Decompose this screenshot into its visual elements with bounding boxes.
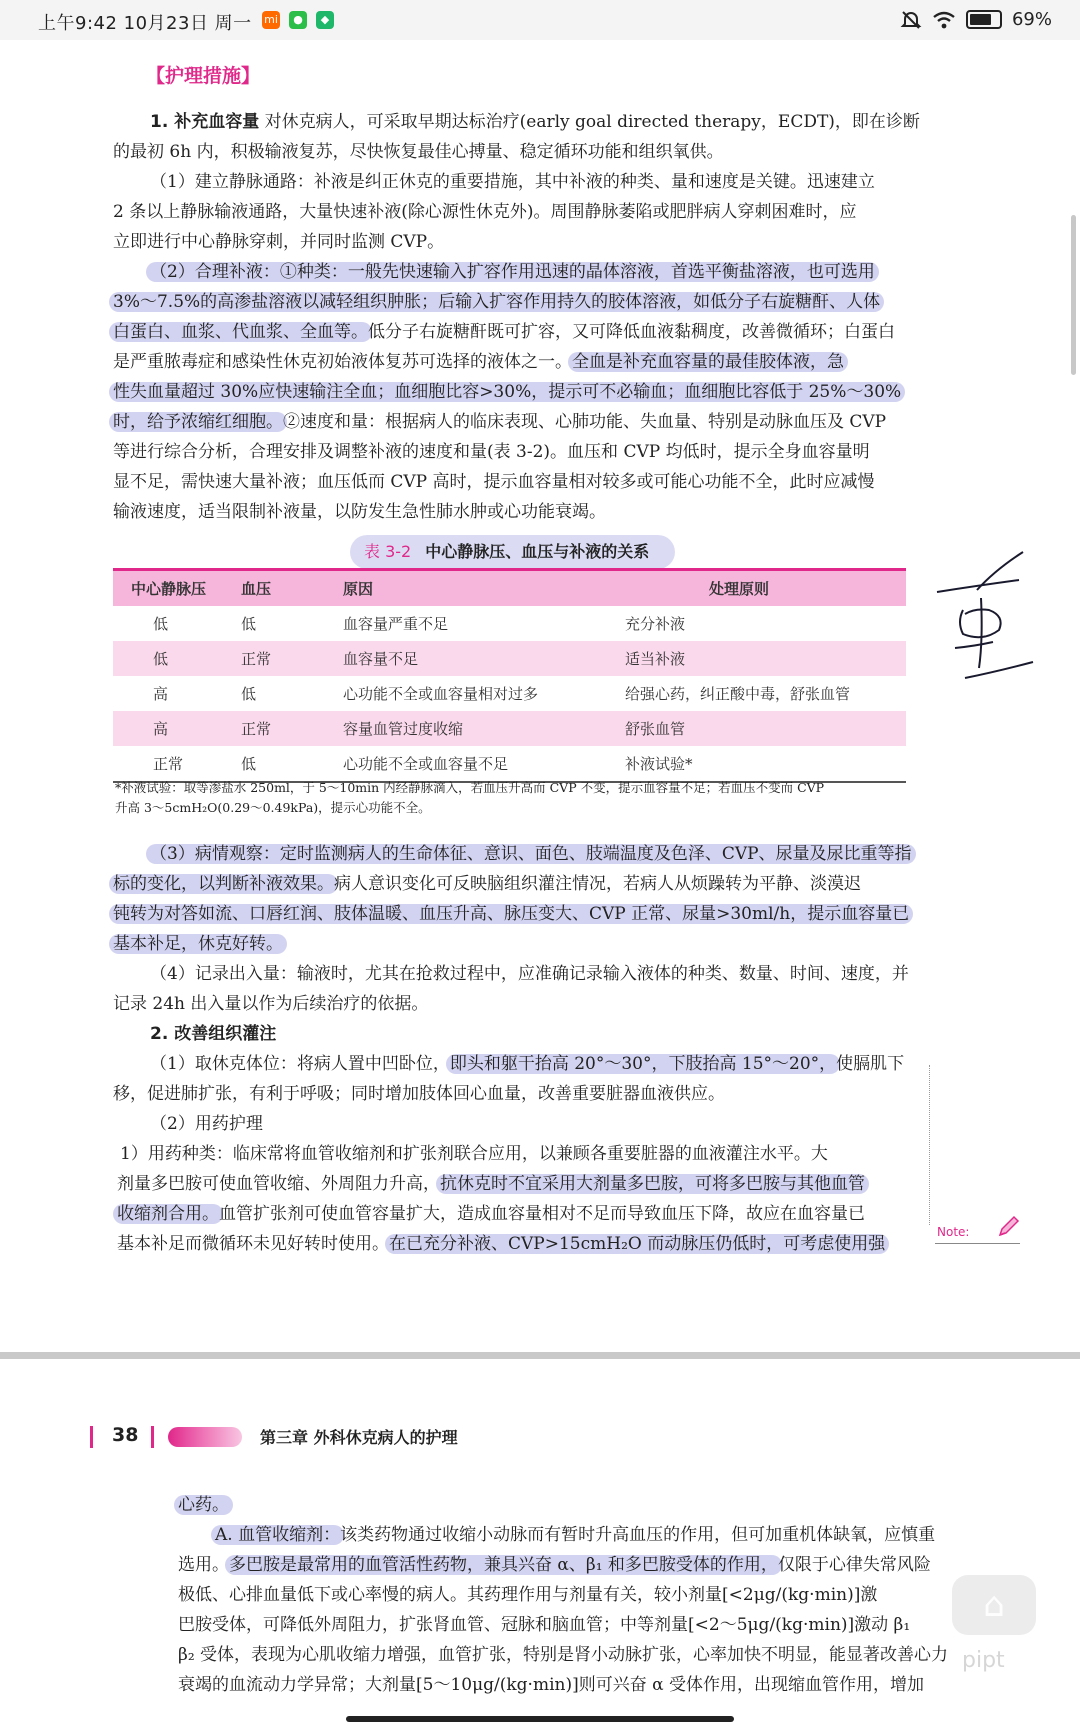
para7-line3: [117, 1169, 865, 1199]
text: 该类药物通过收缩小动脉而有暂时升高血压的作用，但可加重机体缺氧，应慎重: [340, 1525, 936, 1545]
text: 病人意识变化可反映脑组织灌注情况，若病人从烦躁转为平静、淡漠迟: [334, 874, 861, 894]
table-header: 中心静脉压: [113, 570, 240, 607]
para3-line7: 等进行综合分析，合理安排及调整补液的速度和量(表 3-2)。血压和 CVP 均低时，提示全身血容量明: [113, 442, 870, 462]
para1-title: 1. 补充血容量: [150, 112, 260, 132]
highlight: 时，给予浓缩红细胞。: [109, 412, 287, 432]
battery-percent: 69%: [1011, 9, 1052, 30]
page-divider: [0, 1352, 1080, 1359]
highlight: 标的变化，以判断补液效果。: [109, 874, 338, 894]
para3-line8: 显不足，需快速大量补液；血压低而 CVP 高时，提示血容量相对较多或可能心功能不全，此时应减慢: [113, 472, 875, 492]
table-row: [113, 711, 906, 746]
text: 是严重脓毒症和感染性休克初始液体复苏可选择的液体之一。: [113, 352, 572, 372]
highlight: 抗休克时不宜采用大剂量多巴胺，可将多巴胺与其他血管: [436, 1174, 869, 1194]
para6-line2: 移，促进肺扩张，有利于呼吸；同时增加肢体回心血量，改善重要脏器血液供应。: [113, 1084, 725, 1104]
table-header: 血压: [240, 570, 342, 607]
page2-line3: [178, 1550, 931, 1580]
para4-line3: [113, 899, 909, 929]
page2-line5: 巴胺受体，可降低外周阻力，扩张肾血管、冠脉和脑血管；中等剂量[<2～5μg/(kg·min)]激动 β₁: [178, 1615, 911, 1635]
text: 剂量多巴胺可使血管收缩、外周阻力升高，: [117, 1174, 440, 1194]
para3-line3: [113, 317, 895, 347]
table-cell: 低: [153, 615, 169, 633]
text: 仅限于心律失常风险: [777, 1555, 931, 1575]
para2-line1: （1）建立静脉通路：补液是纠正休克的重要措施，其中补液的种类、量和速度是关键。迅速建立: [150, 172, 875, 192]
highlight: 白蛋白、血浆、代血浆、全血等。: [109, 322, 372, 342]
text: 血管扩张剂可使血管容量扩大，造成血容量相对不足而导致血压下降，故应在血容量已: [219, 1204, 865, 1224]
note-label: Note:: [937, 1225, 970, 1239]
highlight: 收缩剂合用。: [113, 1204, 223, 1224]
highlight: （3）病情观察：定时监测病人的生命体征、意识、面色、肢端温度及色泽、CVP、尿量及尿比重等指: [146, 844, 916, 864]
para7-line4: [117, 1199, 865, 1229]
table-cell: 心功能不全或血容量不足: [342, 746, 624, 782]
mi-icon: mi: [262, 11, 280, 29]
note-underline: [935, 1243, 1020, 1244]
table-header: 原因: [342, 570, 624, 607]
cvp-table: [113, 568, 906, 783]
text: （1）取休克体位：将病人置中凹卧位，: [150, 1054, 450, 1074]
page2-line7: 衰竭的血流动力学异常；大剂量[5～10μg/(kg·min)]则可兴奋 α 受体作用，出现缩血管作用，增加: [178, 1675, 925, 1695]
table-caption: [350, 535, 675, 569]
highlight: 钝转为对答如流、口唇红润、肢体温暖、血压升高、脉压变大、CVP 正常、尿量>30ml/h，提示血容量已: [109, 904, 913, 924]
footer-bar-right: [151, 1426, 154, 1448]
page2-line1: [178, 1490, 229, 1520]
table-caption-number: 表 3-2: [364, 542, 412, 561]
scrollbar-thumb[interactable]: [1071, 215, 1076, 375]
para3-line2: [113, 287, 880, 317]
highlight: 即头和躯干抬高 20°～30°，下肢抬高 15°～20°，: [446, 1054, 840, 1074]
table-footnote-2: 升高 3～5cmH₂O(0.29～0.49kPa)，提示心功能不全。: [115, 800, 431, 815]
para1-line1: [150, 107, 920, 137]
para6-line1: [150, 1049, 904, 1079]
table-cell: 充分补液: [625, 615, 686, 633]
para3-line9: 输液速度，适当限制补液量，以防发生急性肺水肿或心功能衰竭。: [113, 502, 606, 522]
para3-line5: [113, 377, 901, 407]
footer-pill: [168, 1427, 242, 1447]
status-time: 上午9:42 10月23日 周一: [38, 13, 252, 34]
para1-line2: 的最初 6h 内，积极输液复苏，尽快恢复最佳心搏量、稳定循环功能和组织氧供。: [113, 142, 724, 162]
table-cell: 补液试验*: [624, 746, 906, 782]
status-right: [900, 9, 1052, 30]
para3-line1: [150, 257, 875, 287]
wechat-icon: ●: [289, 11, 307, 29]
section-heading: 【护理措施】: [146, 65, 261, 87]
table-cell: 正常: [113, 746, 240, 782]
status-bar: [0, 0, 1080, 40]
chapter-title: 第三章 外科休克病人的护理: [260, 1428, 458, 1447]
table-row: [113, 746, 906, 782]
table-caption-title: 中心静脉压、血压与补液的关系: [425, 542, 650, 561]
table-cell: 低: [241, 615, 257, 633]
table-cell: 高: [113, 711, 240, 746]
text: 低分子右旋糖酐既可扩容，又可降低血液黏稠度，改善微循环；白蛋白: [368, 322, 895, 342]
battery-icon: [966, 10, 1002, 29]
para7-line1: （2）用药护理: [150, 1114, 263, 1134]
text: 基本补足而微循环未见好转时使用。: [117, 1234, 389, 1254]
para1-line1-text: 对休克病人，可采取早期达标治疗(early goal directed therapy，ECDT)，即在诊断: [259, 112, 920, 132]
wifi-icon: [932, 11, 956, 29]
table-cell: 低: [113, 641, 240, 676]
section2-title: 2. 改善组织灌注: [150, 1024, 277, 1044]
para3-line6: [113, 407, 886, 437]
margin-divider: [929, 1065, 930, 1225]
highlight: 在已充分补液、CVP>15cmH₂O 而动脉压仍低时，可考虑使用强: [385, 1234, 889, 1254]
table-cell: 正常: [240, 711, 342, 746]
table-cell: 给强心药，纠正酸中毒，舒张血管: [625, 685, 851, 703]
table-cell: 舒张血管: [624, 711, 906, 746]
mute-bell-icon: [900, 10, 922, 30]
para3-line4: [113, 347, 844, 377]
handwritten-mark-icon: [935, 550, 1035, 685]
table-header: 处理原则: [624, 570, 906, 607]
text: 选用。: [178, 1555, 229, 1575]
highlight: （2）合理补液：①种类：一般先快速输入扩容作用迅速的晶体溶液，首选平衡盐溶液，也可选用: [146, 262, 879, 282]
watermark-logo-icon: ⌂: [952, 1575, 1036, 1635]
page2-line6: β₂ 受体，表现为心肌收缩力增强，血管扩张，特别是肾小动脉扩张，心率加快不明显，能显著改善心力: [178, 1645, 949, 1665]
pencil-icon[interactable]: [996, 1213, 1022, 1239]
para7-line2: 1）用药种类：临床常将血管收缩剂和扩张剂联合应用，以兼顾各重要脏器的血液灌注水平。大: [120, 1144, 828, 1164]
highlight: 3%～7.5%的高渗盐溶液以减轻组织肿胀；后输入扩容作用持久的胶体溶液，如低分子右旋糖酐、人体: [109, 292, 884, 312]
table-cell: 低: [241, 685, 257, 703]
table-footnote-1: *补液试验：取等渗盐水 250ml，于 5～10min 内经静脉滴入，若血压升高而 CVP 不变，提示血容量不足；若血压不变而 CVP: [115, 780, 825, 795]
shield-app-icon: ◆: [316, 11, 334, 29]
highlight: 基本补足，休克好转。: [109, 934, 287, 954]
table-cell: 正常: [240, 641, 342, 676]
table-cell: 血容量严重不足: [343, 615, 449, 633]
page-number: 38: [112, 1424, 139, 1446]
home-indicator[interactable]: [346, 1716, 734, 1722]
page2-line2: [215, 1520, 935, 1550]
table-row: [113, 676, 906, 711]
para5-line1: （4）记录出入量：输液时，尤其在抢救过程中，应准确记录输入液体的种类、数量、时间、速度，并: [150, 964, 909, 984]
text: 使膈肌下: [836, 1054, 905, 1074]
table-cell: 低: [240, 746, 342, 782]
table-row: [113, 606, 906, 641]
table-header-row: [113, 570, 906, 607]
para4-line4: [113, 929, 283, 959]
table-cell: 血容量不足: [342, 641, 624, 676]
para4-line2: [113, 869, 861, 899]
highlight: 全血是补充血容量的最佳胶体液，急: [568, 352, 848, 372]
text: ②速度和量：根据病人的临床表现、心肺功能、失血量、特别是动脉血压及 CVP: [283, 412, 887, 432]
table-row: [113, 641, 906, 676]
page2-line4: 极低、心排血量低下或心率慢的病人。其药理作用与剂量有关，较小剂量[<2μg/(kg·min)]激: [178, 1585, 878, 1605]
highlight: A. 血管收缩剂：: [211, 1525, 344, 1545]
table-cell: 容量血管过度收缩: [342, 711, 624, 746]
para2-line3: 立即进行中心静脉穿刺，并同时监测 CVP。: [113, 232, 445, 252]
table-cell: 高: [153, 685, 169, 703]
highlight: 心药。: [174, 1495, 233, 1515]
para7-line5: [117, 1229, 885, 1259]
table-cell: 适当补液: [624, 641, 906, 676]
highlight: 性失血量超过 30%应快速输注全血；血细胞比容>30%，提示可不必输血；血细胞比容低于 25%～30%: [109, 382, 905, 402]
highlight: 多巴胺是最常用的血管活性药物，兼具兴奋 α、β₁ 和多巴胺受体的作用，: [225, 1555, 782, 1575]
para4-line1: [150, 839, 912, 869]
table-cell: 心功能不全或血容量相对过多: [343, 685, 539, 703]
para5-line2: 记录 24h 出入量以作为后续治疗的依据。: [113, 994, 429, 1014]
footer-bar-left: [90, 1426, 93, 1448]
watermark-text: pipt: [962, 1648, 1005, 1673]
para2-line2: 2 条以上静脉输液通路，大量快速补液(除心源性休克外)。周围静脉萎陷或肥胖病人穿刺困难时，应: [113, 202, 857, 222]
